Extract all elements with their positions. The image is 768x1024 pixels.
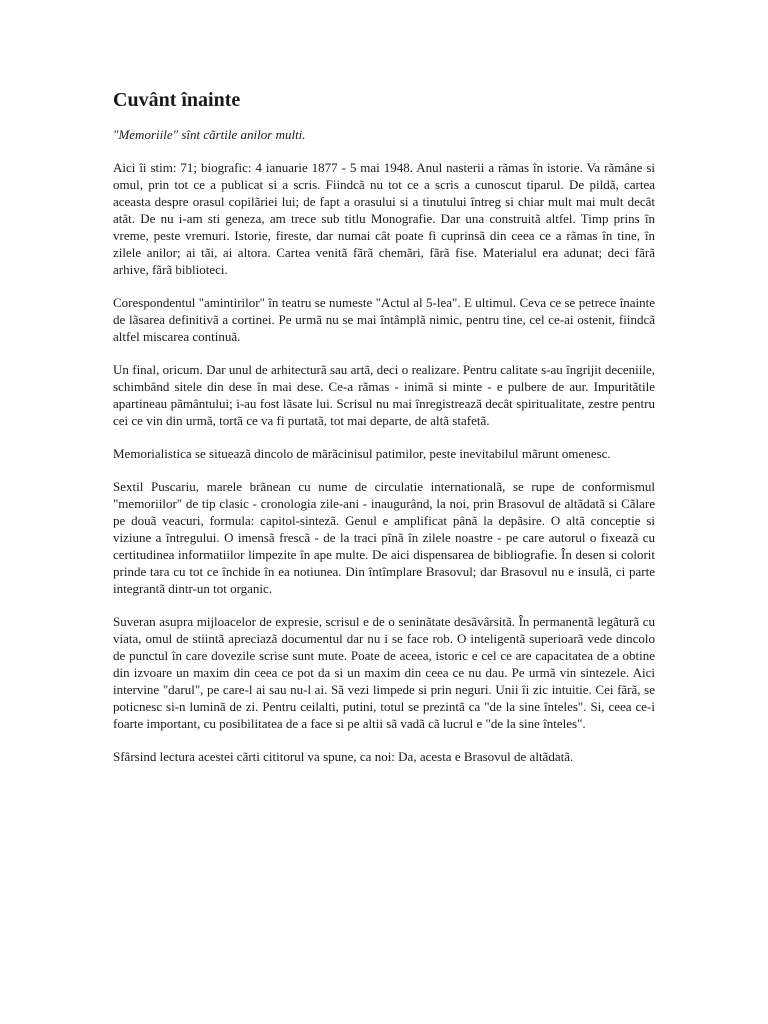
epigraph: "Memoriile" sînt cãrtile anilor multi. <box>113 127 306 142</box>
paragraph-6: Suveran asupra mijloacelor de expresie, scrisul e de o seninãtate desãvârsitã. În permanentã legãturã cu viata, omul de stiintã apreciazã documentul dar nu i se face rob. O inteligentã superioarã vede dincolo de punctul în care dovezile scrise sunt mute. Poate de aceea, istoric e cel ce are capacitatea de a obtine din izvoare un maxim din ceea ce pot da si un maxim din ceea ce nu dau. Pe urmã vin sintezele. Aici intervine "darul", pe care-l ai sau nu-l ai. Sã vezi limpede si prin neguri. Unii îi zic intuitie. Cei fãrã, se poticnesc si-n luminã de zi. Pentru ceilalti, putini, totul se prezintã ca "de la sine înteles". Si, ceea ce-i foarte important, cu posibilitatea de a face si pe altii sã vadã cã lucrul e "de la sine înteles". <box>113 614 655 731</box>
paragraph-5: Sextil Puscariu, marele brãnean cu nume de circulatie internationalã, se rupe de conformismul "memoriilor" de tip clasic - cronologia zile-ani - inaugurând, la noi, prin Brasovul de altãdatã si Cãlare pe douã veacuri, formula: capitol-sintezã. Genul e amplificat pânã la depãsire. O altã conceptie si viziune a întregului. O imensã frescã - de la traci pînã în zilele noastre - pe care autorul o fixeazã cu certitudinea informatiilor limpezite în ape multe. De aici dispensarea de bibliografie. În desen si colorit prinde tara cu tot ce închide în ea notiunea. Din întîmplare Brasovul; dar Brasovul nu e insulã, ci parte integrantã dintr-un tot organic. <box>113 479 655 596</box>
document-title: Cuvânt înainte <box>113 89 241 111</box>
paragraph-4: Memorialistica se situeazã dincolo de mãrãcinisul patimilor, peste inevitabilul mãrunt omenesc. <box>113 446 611 461</box>
paragraph-3: Un final, oricum. Dar unul de arhitecturã sau artã, deci o realizare. Pentru calitate s-au îngrijit deceniile, schimbând sitele din dese în mai dese. Ce-a rãmas - inimã si minte - e pulbere de aur. Impuritãtile apartineau pãmântului; i-au fost lãsate lui. Scrisul nu mai înregistreazã decât spiritualitate, zestre pentru cei ce vin din urmã, tortã ce va fi purtatã, tot mai departe, de altã stafetã. <box>113 362 655 428</box>
paragraph-1: Aici îi stim: 71; biografic: 4 ianuarie 1877 - 5 mai 1948. Anul nasterii a rãmas în istorie. Va rãmâne si omul, prin tot ce a publicat si a scris. Fiindcã nu tot ce a scris a cunoscut tiparul. De pildã, cartea aceasta despre orasul copilãriei lui; de fapt a orasului si a tinutului întreg si chiar mult mai mult decât atât. De nu i-am sti geneza, am trece sub titlu Monografie. Dar una construitã altfel. Timp prins în vreme, peste vremuri. Istorie, fireste, dar numai cât poate fi cuprinsã din ceea ce a rãmas în tine, în zilele anilor; ai tãi, ai altora. Cartea venitã fãrã chemãri, fãrã fise. Materialul era adunat; deci fãrã arhive, fãrã biblioteci. <box>113 160 655 277</box>
document-page <box>113 88 655 781</box>
paragraph-7: Sfârsind lectura acestei cãrti cititorul va spune, ca noi: Da, acesta e Brasovul de altãdatã. <box>113 749 574 764</box>
paragraph-2: Corespondentul "amintirilor" în teatru se numeste "Actul al 5-lea". E ultimul. Ceva ce se petrece înainte de lãsarea definitivã a cortinei. Pe urmã nu se mai întâmplã nimic, pentru tine, cel ce-ai ostenit, fiindcã altfel miscarea continuã. <box>113 295 655 344</box>
